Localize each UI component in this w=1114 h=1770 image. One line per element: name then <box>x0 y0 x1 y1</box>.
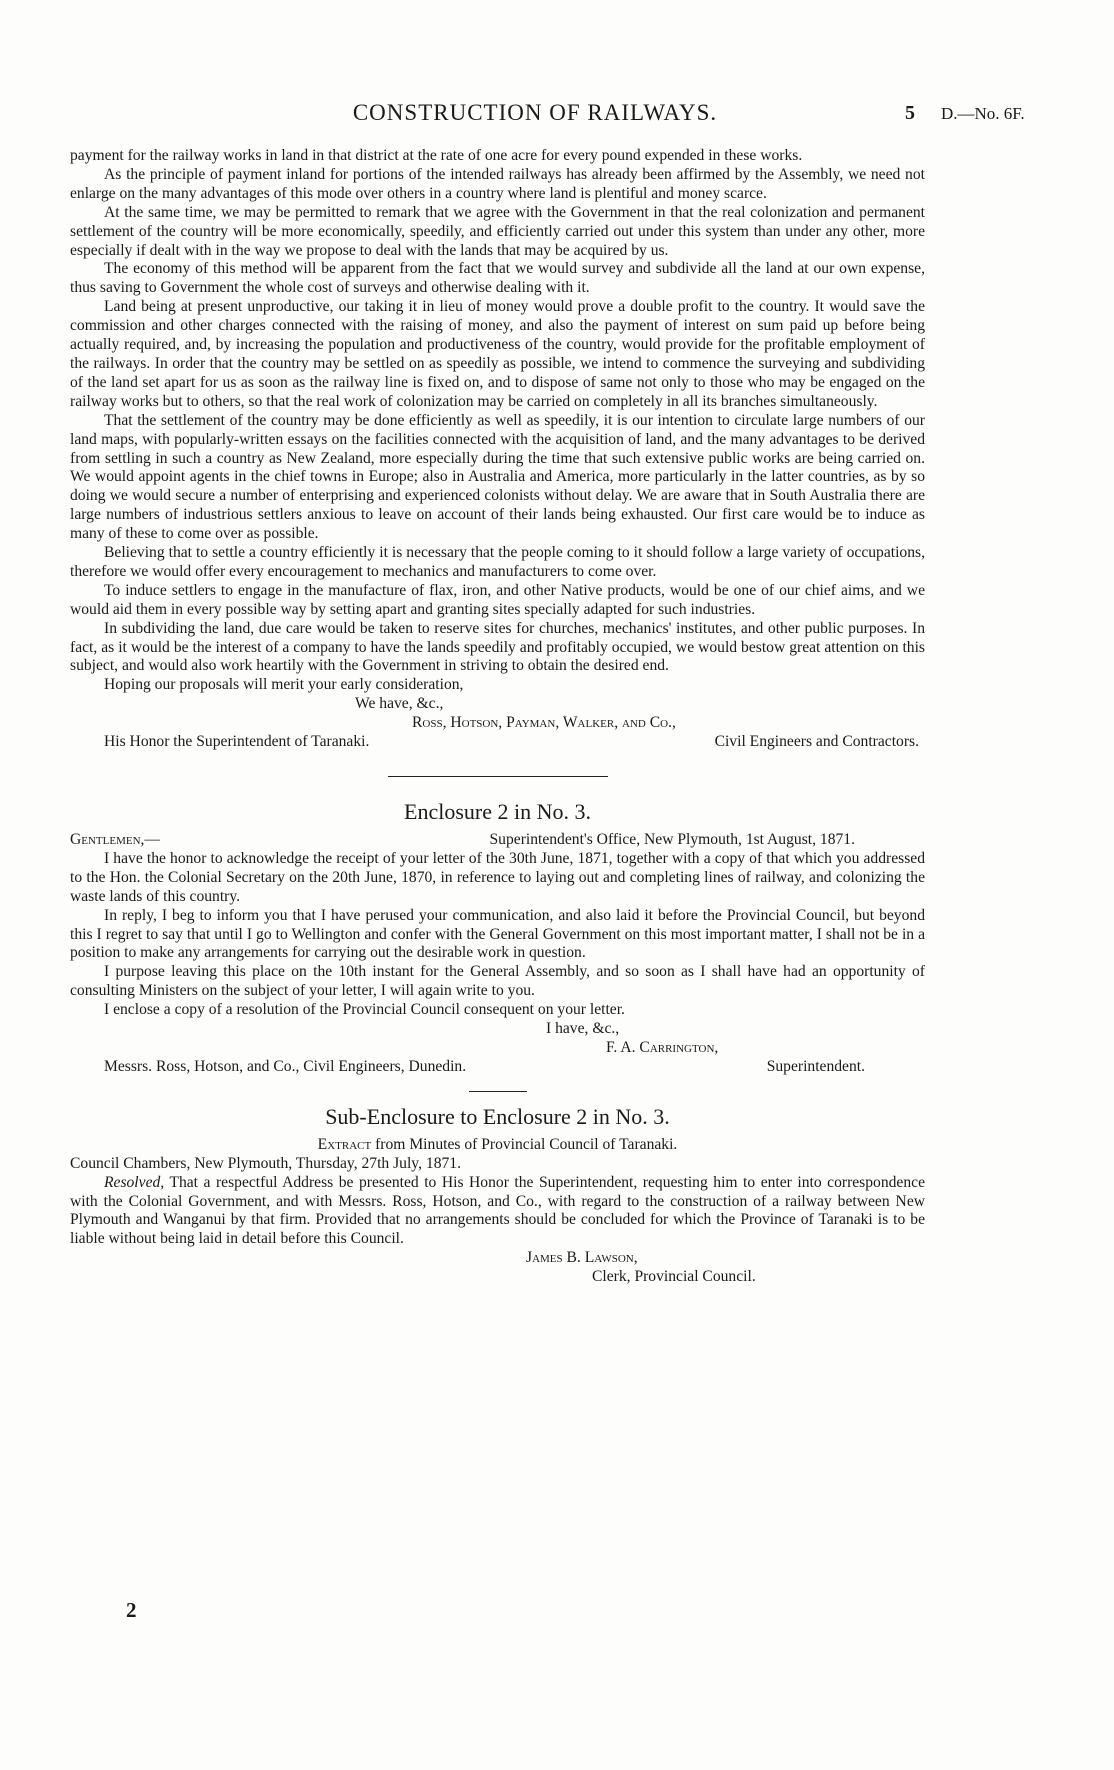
closing-line: We have, &c., <box>355 695 444 713</box>
extract-label: Extract <box>317 1135 372 1153</box>
addressee: Messrs. Ross, Hotson, and Co., Civil Engineers, Dunedin. <box>104 1057 467 1075</box>
address-row <box>70 1058 925 1077</box>
extract-line <box>70 1136 925 1155</box>
resolution-paragraph <box>70 1174 925 1250</box>
paragraph: I purpose leaving this place on the 10th instant for the General Assembly, and so soon as I shall have had an opportunity of consulting Ministers on the subject of your letter, I will again write to you. <box>70 963 925 1000</box>
page-number: 5 <box>905 102 915 124</box>
resolved-word: Resolved, <box>104 1173 165 1191</box>
signatory-title: Civil Engineers and Contractors. <box>714 733 919 751</box>
paragraph: To induce settlers to engage in the manufacture of flax, iron, and other Native products, would be one of our chief aims, and we would aid them in every possible way by setting apart and granting sites specially adapted for such industries. <box>70 581 925 618</box>
paragraph: I have the honor to acknowledge the receipt of your letter of the 30th June, 1871, together with a copy of that which you addressed to the Hon. the Colonial Secretary on the 20th June, 1870, in reference to laying out and completing lines of railway, and colonizing the waste lands of this country. <box>70 849 925 905</box>
paragraph: Believing that to settle a country efficiently it is necessary that the people coming to it should follow a large variety of occupations, therefore we would offer every encouragement to mechanics and manufacturers to come over. <box>70 544 925 580</box>
letter-ross-hotson <box>70 147 925 752</box>
paragraph: At the same time, we may be permitted to remark that we agree with the Government in that the real colonization and permanent settlement of the country will be more economically, speedily, and efficiently carried out under this system than under any other, more especially if dealt with in the way we propose to deal with the lands that may be acquired by us. <box>70 203 925 259</box>
signatories: Ross, Hotson, Payman, Walker, and Co., <box>412 714 676 732</box>
signatory: James B. Lawson, <box>526 1249 638 1267</box>
paragraph: The economy of this method will be apparent from the fact that we would survey and subdivide all the land at our own expense, thus saving to Government the whole cost of surveys and otherwise dealing with it. <box>70 260 925 297</box>
paragraph: I enclose a copy of a resolution of the Provincial Council consequent on your letter. <box>104 1001 625 1019</box>
resolution-text: That a respectful Address be presented to His Honor the Superintendent, requesting him to enter into correspondence with the Colonial Government, and with Messrs. Ross, Hotson, and Co., with regard to the construction of a railway between New Plymouth and Wanganui by that firm. Provided that no arrangements should be concluded for which the Province of Taranaki is to be liable without being laid in detail before this Council. <box>70 1173 925 1248</box>
paragraph: As the principle of payment inland for portions of the intended railways has already been affirmed by the Assembly, we need not enlarge on the many advantages of this mode over others in a country where land is plentiful and money scarce. <box>70 165 925 202</box>
running-title: CONSTRUCTION OF RAILWAYS. <box>352 100 718 125</box>
closing-line: I have, &c., <box>546 1020 620 1038</box>
place-date: Superintendent's Office, New Plymouth, 1st August, 1871. <box>489 831 855 848</box>
place-date: Council Chambers, New Plymouth, Thursday, 27th July, 1871. <box>70 1154 461 1172</box>
enclosure-2 <box>70 799 925 1077</box>
signatory-title: Superintendent. <box>766 1057 865 1075</box>
sub-enclosure <box>70 1104 925 1287</box>
paragraph: In subdividing the land, due care would be taken to reserve sites for churches, mechanics' institutes, and other public purposes. In fact, as it would be the interest of a company to have the lands speedily and profitably occupied, we would bestow great attention on this subject, and would also work heartily with the Government in striving to obtain the desired end. <box>70 619 925 675</box>
signatory: F. A. Carrington, <box>606 1038 719 1056</box>
section-divider <box>469 1091 527 1092</box>
page-header <box>70 100 1060 134</box>
address-row <box>70 733 925 752</box>
salutation-row <box>70 831 925 850</box>
signatory-title: Clerk, Provincial Council. <box>592 1268 756 1286</box>
salutation: Gentlemen,— <box>70 831 161 848</box>
page-body <box>70 147 925 1287</box>
signature-mark: 2 <box>126 1598 137 1622</box>
paragraph: Land being at present unproductive, our taking it in lieu of money would prove a double profit to the country. It would save the commission and other charges connected with the raising of money, and also the payment of interest on sum paid up before being actually required, and, by increasing the population and productiveness of the country, would provide for the profitable employment of the railways. In order that the country may be settled on as speedily as possible, we intend to commence the surveying and subdividing of the land set apart for us as soon as the railway line is fixed on, and to dispose of same not only to those who may be engaged on the railway works but to others, so that the real work of colonization may be carried on completely in all its branches simultaneously. <box>70 298 925 410</box>
paragraph: In reply, I beg to inform you that I have perused your communication, and also laid it before the Provincial Council, but beyond this I regret to say that until I go to Wellington and confer with the General Government on this most important matter, I shall not be in a position to make any arrangements for carrying out the desirable work in question. <box>70 906 925 962</box>
document-reference: D.—No. 6F. <box>941 104 1025 123</box>
extract-rest: from Minutes of Provincial Council of Taranaki. <box>375 1135 678 1153</box>
section-divider <box>388 776 608 777</box>
paragraph: That the settlement of the country may be done efficiently as well as speedily, it is our intention to circulate large numbers of our land maps, with popularly-written essays on the facilities connected with the acquisition of land, and the many advantages to be derived from settling in such a country as New Zealand, more especially during the time that such extensive public works are being carried on. We would appoint agents in the chief towns in Europe; also in Australia and America, more particularly in the latter countries, as by so doing we would secure a number of enterprising and experienced colonists without delay. We are aware that in South Australia there are large numbers of industrious settlers anxious to leave on account of their lands being exhausted. Our first care would be to induce as many of these to come over as possible. <box>70 411 925 543</box>
sub-enclosure-heading: Sub-Enclosure to Enclosure 2 in No. 3. <box>325 1103 670 1129</box>
paragraph: Hoping our proposals will merit your early consideration, <box>104 676 464 694</box>
addressee: His Honor the Superintendent of Taranaki. <box>104 733 370 751</box>
enclosure-heading: Enclosure 2 in No. 3. <box>404 799 591 824</box>
paragraph: payment for the railway works in land in that district at the rate of one acre for every pound expended in these works. <box>70 147 803 164</box>
